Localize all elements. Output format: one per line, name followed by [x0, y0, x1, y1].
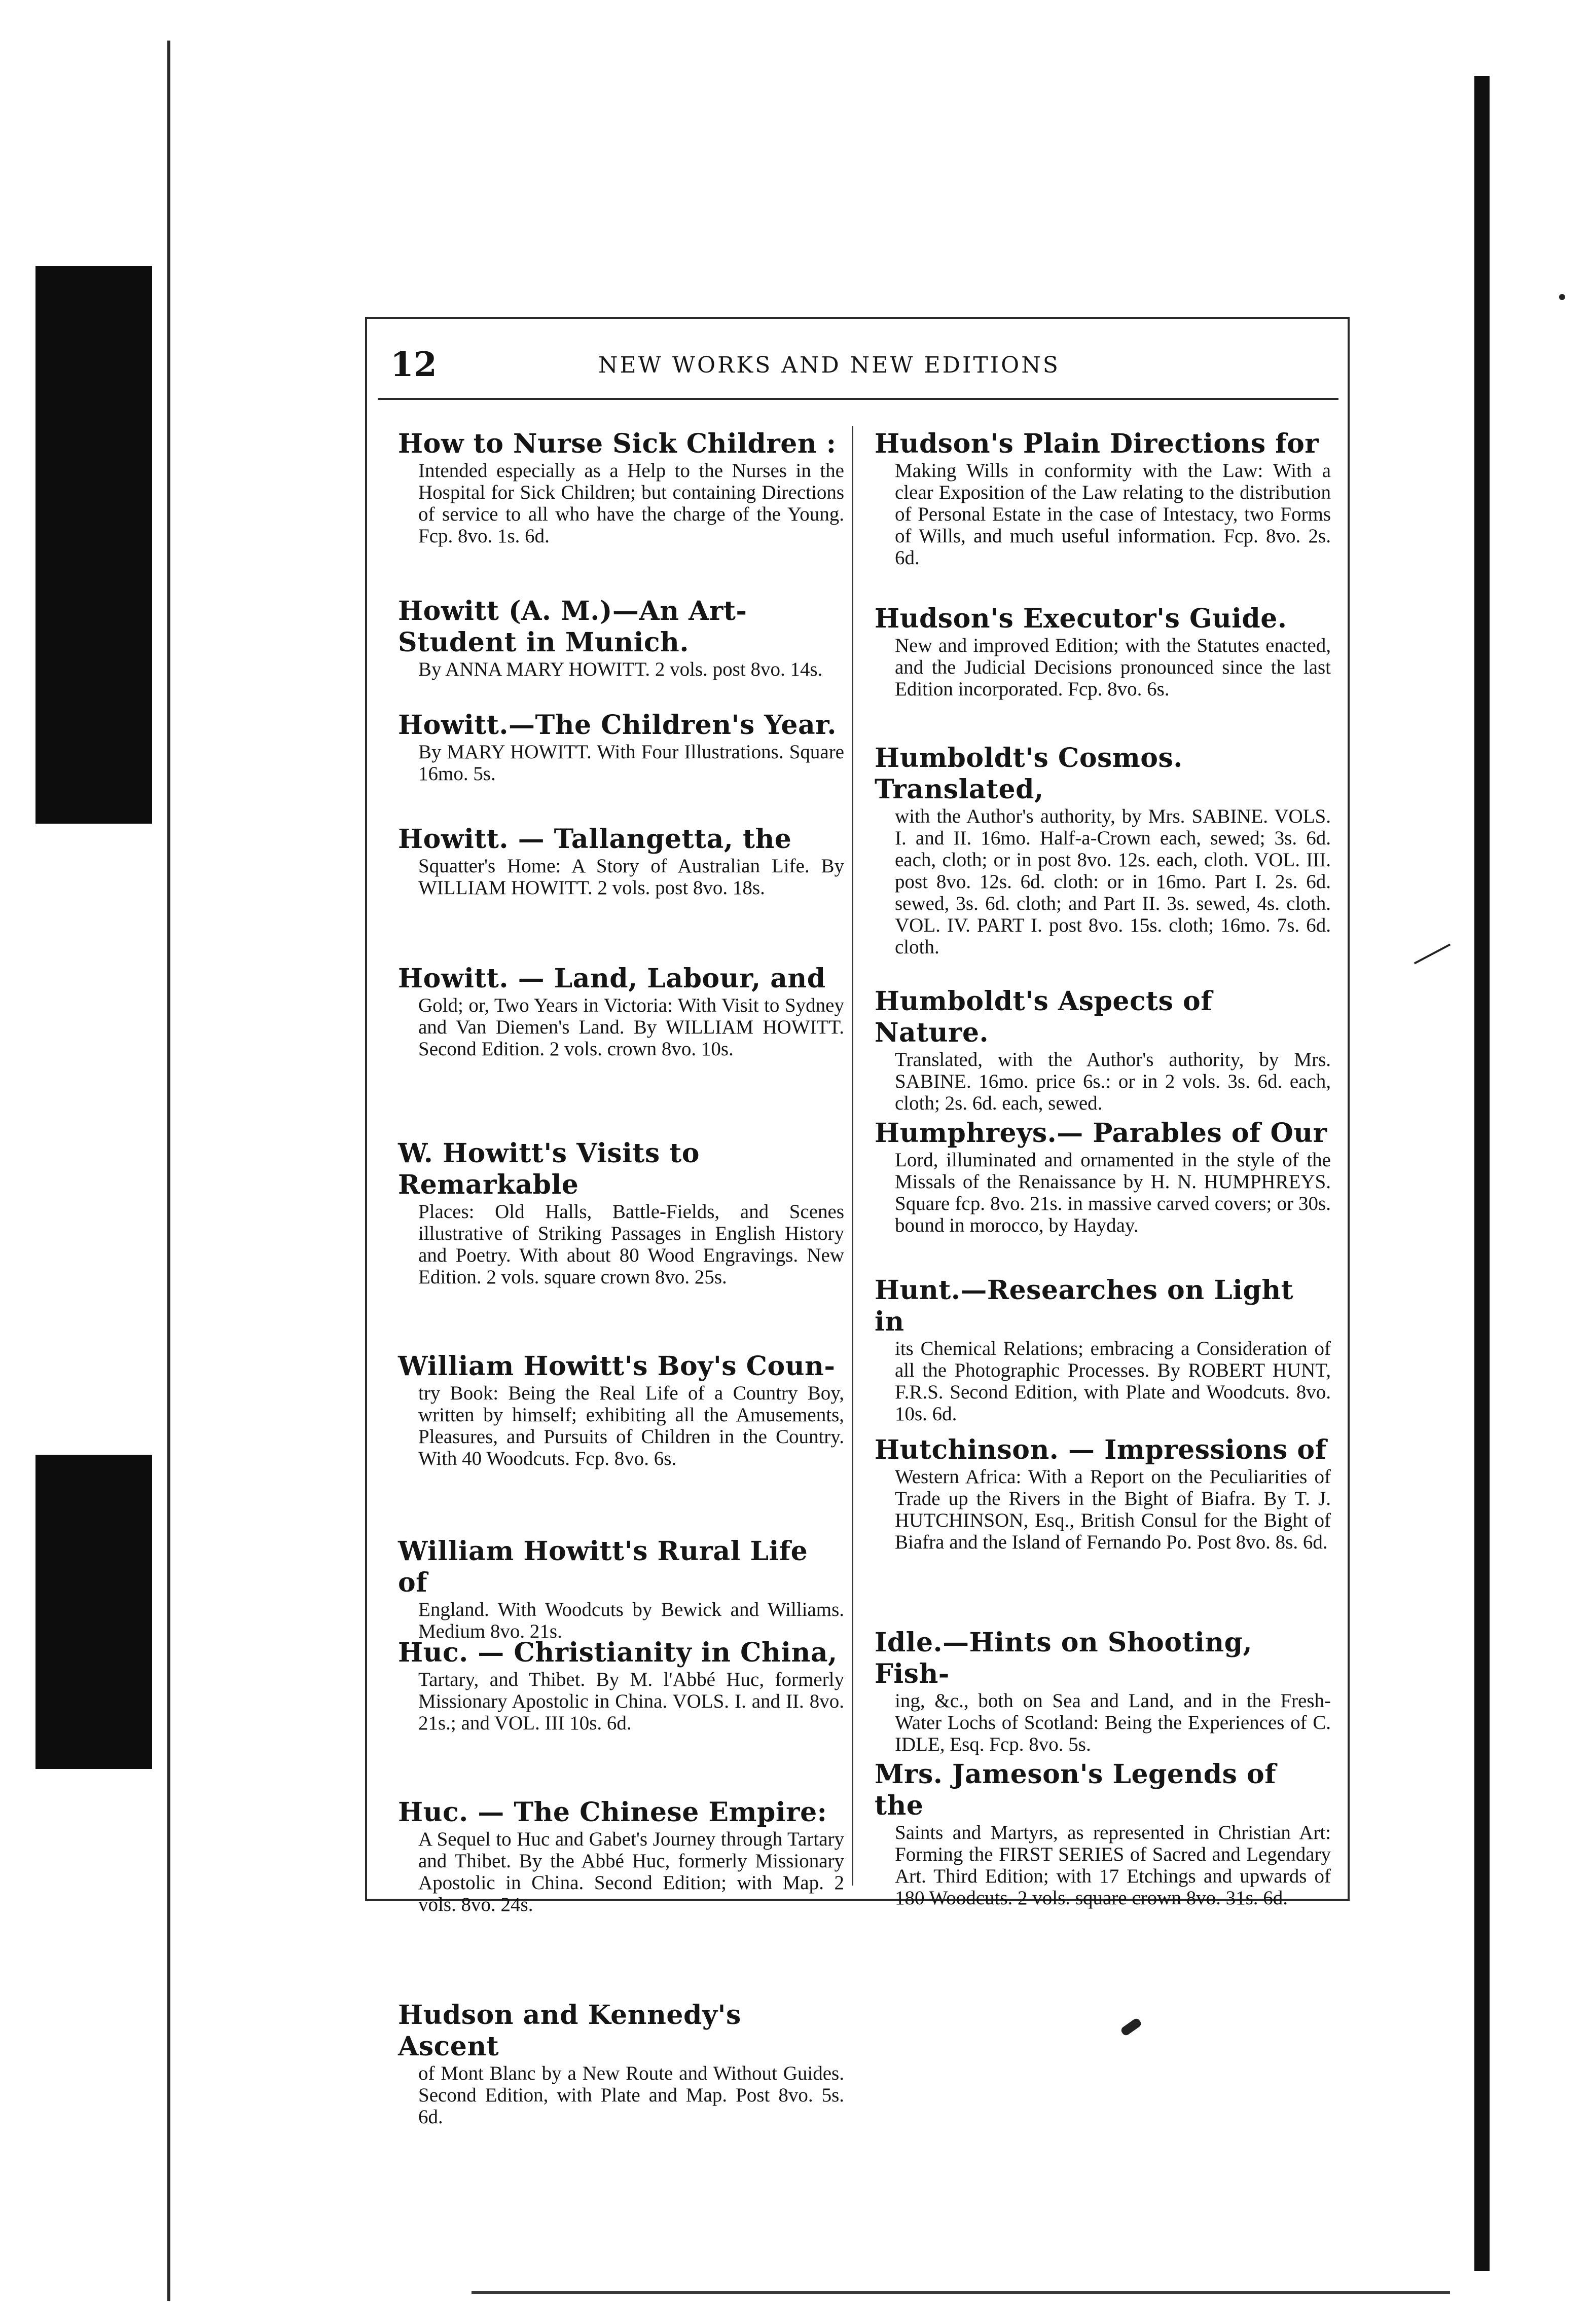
stray-mark — [1414, 943, 1451, 964]
entry-title: Hunt.—Researches on Light in — [875, 1275, 1294, 1337]
bottom-edge-rule — [472, 2291, 1450, 2294]
entry-description: Western Africa: With a Report on the Peculiarities of Trade up the Rivers in the Bight of Biafra. By T. J. HUTCHINSON, Esq., British Consul for the Bight of Biafra and the Island of Fernando Po. Post 8vo. 8s. 6d. — [895, 1466, 1331, 1553]
entry-title: Humboldt's Cosmos. Translated, — [875, 743, 1183, 805]
entry-title: Humphreys.— Parables of Our — [875, 1118, 1327, 1149]
scan-shadow-lower — [35, 1455, 152, 1769]
entry-description: ing, &c., both on Sea and Land, and in the Fresh-Water Lochs of Scotland: Being the Experiences of C. IDLE, Esq. Fcp. 8vo. 5s. — [895, 1690, 1331, 1755]
catalogue-entry — [398, 710, 844, 785]
entry-title: Howitt (A. M.)—An Art-Student in Munich. — [398, 596, 747, 658]
entry-description: By MARY HOWITT. With Four Illustrations. Square 16mo. 5s. — [418, 741, 844, 785]
catalogue-entry — [398, 1536, 844, 1642]
entry-description: Squatter's Home: A Story of Australian Life. By WILLIAM HOWITT. 2 vols. post 8vo. 18s. — [418, 855, 844, 899]
entry-title: Humboldt's Aspects of Nature. — [875, 986, 1213, 1048]
catalogue-entry — [875, 603, 1331, 700]
catalogue-entry — [875, 1275, 1331, 1425]
catalogue-entry — [875, 1118, 1331, 1236]
dust-speck — [1559, 294, 1565, 300]
entry-description: Lord, illuminated and ornamented in the style of the Missals of the Renaissance by H. N. HUMPHREYS. Square fcp. 8vo. 21s. in massive carved covers; or 30s. bound in morocco, by Hayday. — [895, 1149, 1331, 1236]
catalogue-entry — [398, 428, 844, 547]
entry-description: By ANNA MARY HOWITT. 2 vols. post 8vo. 14s. — [418, 658, 823, 680]
catalogue-entry — [398, 596, 844, 680]
header-rule — [378, 398, 1338, 400]
entry-title: Huc. — The Chinese Empire: — [398, 1797, 827, 1828]
entry-title: W. Howitt's Visits to Remarkable — [398, 1138, 700, 1200]
binding-edge — [167, 41, 170, 2301]
entry-description: Intended especially as a Help to the Nurses in the Hospital for Sick Children; but containing Directions of service to all who have the charge of the Young. Fcp. 8vo. 1s. 6d. — [418, 460, 844, 547]
entry-title: Huc. — Christianity in China, — [398, 1637, 838, 1668]
catalogue-entry — [398, 2000, 844, 2128]
entry-title: How to Nurse Sick Children : — [398, 428, 837, 459]
entry-description: A Sequel to Huc and Gabet's Journey through Tartary and Thibet. By the Abbé Huc, formerly Missionary Apostolic in China. Second Edition; with Map. 2 vols. 8vo. 24s. — [418, 1828, 844, 1915]
entry-description: England. With Woodcuts by Bewick and Williams. Medium 8vo. 21s. — [418, 1599, 844, 1642]
entry-title: Howitt. — Land, Labour, and — [398, 963, 826, 994]
catalogue-entry — [398, 824, 844, 899]
catalogue-entry — [875, 1627, 1331, 1755]
catalogue-entry — [398, 963, 844, 1060]
entry-title: William Howitt's Rural Life of — [398, 1536, 808, 1598]
entry-title: William Howitt's Boy's Coun- — [398, 1351, 836, 1382]
entry-title: Hudson's Plain Directions for — [875, 428, 1319, 459]
running-title: NEW WORKS AND NEW EDITIONS — [598, 352, 1060, 378]
entry-title: Idle.—Hints on Shooting, Fish- — [875, 1627, 1253, 1689]
entry-title: Howitt. — Tallangetta, the — [398, 824, 792, 855]
catalogue-entry — [875, 428, 1331, 569]
entry-description: Translated, with the Author's authority, by Mrs. SABINE. 16mo. price 6s.: or in 2 vols. 3s. 6d. each, cloth; 2s. 6d. each, sewed. — [895, 1049, 1331, 1114]
catalogue-entry — [875, 743, 1331, 958]
catalogue-entry — [398, 1138, 844, 1288]
catalogue-entry — [398, 1351, 844, 1469]
page-edge-bar — [1474, 76, 1490, 2271]
entry-title: Hudson and Kennedy's Ascent — [398, 2000, 741, 2062]
catalogue-entry — [398, 1637, 844, 1734]
entry-title: Mrs. Jameson's Legends of the — [875, 1759, 1277, 1821]
entry-description: try Book: Being the Real Life of a Country Boy, written by himself; exhibiting all the Amusements, Pleasures, and Pursuits of Children in the Country. With 40 Woodcuts. Fcp. 8vo. 6s. — [418, 1382, 844, 1469]
catalogue-entry — [875, 986, 1331, 1114]
entry-title: Howitt.—The Children's Year. — [398, 710, 837, 741]
catalogue-entry — [398, 1797, 844, 1915]
entry-description: Making Wills in conformity with the Law: With a clear Exposition of the Law relating to the distribution of Personal Estate in the case of Intestacy, two Forms of Wills, and much useful information. Fcp. 8vo. 2s. 6d. — [895, 460, 1331, 569]
column-divider — [852, 426, 853, 1886]
entry-description: New and improved Edition; with the Statutes enacted, and the Judicial Decisions pronounced since the last Edition incorporated. Fcp. 8vo. 6s. — [895, 635, 1331, 700]
ink-blot — [1120, 2017, 1143, 2037]
catalogue-entry — [875, 1434, 1331, 1553]
entry-description: with the Author's authority, by Mrs. SABINE. VOLS. I. and II. 16mo. Half-a-Crown each, sewed; 3s. 6d. each, cloth; or in post 8vo. 12s. each, cloth. VOL. III. post 8vo. 12s. 6d. cloth: or in 16mo. Part I. 2s. 6d. sewed, 3s. 6d. cloth; and Part II. 3s. sewed, 4s. cloth. VOL. IV. PART I. post 8vo. 15s. cloth; 16mo. 7s. 6d. cloth. — [895, 805, 1331, 958]
scan-shadow-upper — [35, 266, 152, 824]
entry-description: Places: Old Halls, Battle-Fields, and Scenes illustrative of Striking Passages in English History and Poetry. With about 80 Wood Engravings. New Edition. 2 vols. square crown 8vo. 25s. — [418, 1201, 844, 1288]
catalogue-entry — [875, 1759, 1331, 1909]
entry-description: Tartary, and Thibet. By M. l'Abbé Huc, formerly Missionary Apostolic in China. VOLS. I. and II. 8vo. 21s.; and VOL. III 10s. 6d. — [418, 1669, 844, 1734]
entry-title: Hudson's Executor's Guide. — [875, 603, 1287, 634]
entry-description: of Mont Blanc by a New Route and Without Guides. Second Edition, with Plate and Map. Post 8vo. 5s. 6d. — [418, 2062, 844, 2128]
entry-description: Saints and Martyrs, as represented in Christian Art: Forming the FIRST SERIES of Sacred and Legendary Art. Third Edition; with 17 Etchings and upwards of 180 Woodcuts. 2 vols. square crown 8vo. 31s. 6d. — [895, 1822, 1331, 1909]
entry-description: its Chemical Relations; embracing a Consideration of all the Photographic Processes. By ROBERT HUNT, F.R.S. Second Edition, with Plate and Woodcuts. 8vo. 10s. 6d. — [895, 1338, 1331, 1425]
entry-description: Gold; or, Two Years in Victoria: With Visit to Sydney and Van Diemen's Land. By WILLIAM HOWITT. Second Edition. 2 vols. crown 8vo. 10s. — [418, 994, 844, 1060]
page-number: 12 — [390, 345, 437, 384]
entry-title: Hutchinson. — Impressions of — [875, 1434, 1327, 1465]
